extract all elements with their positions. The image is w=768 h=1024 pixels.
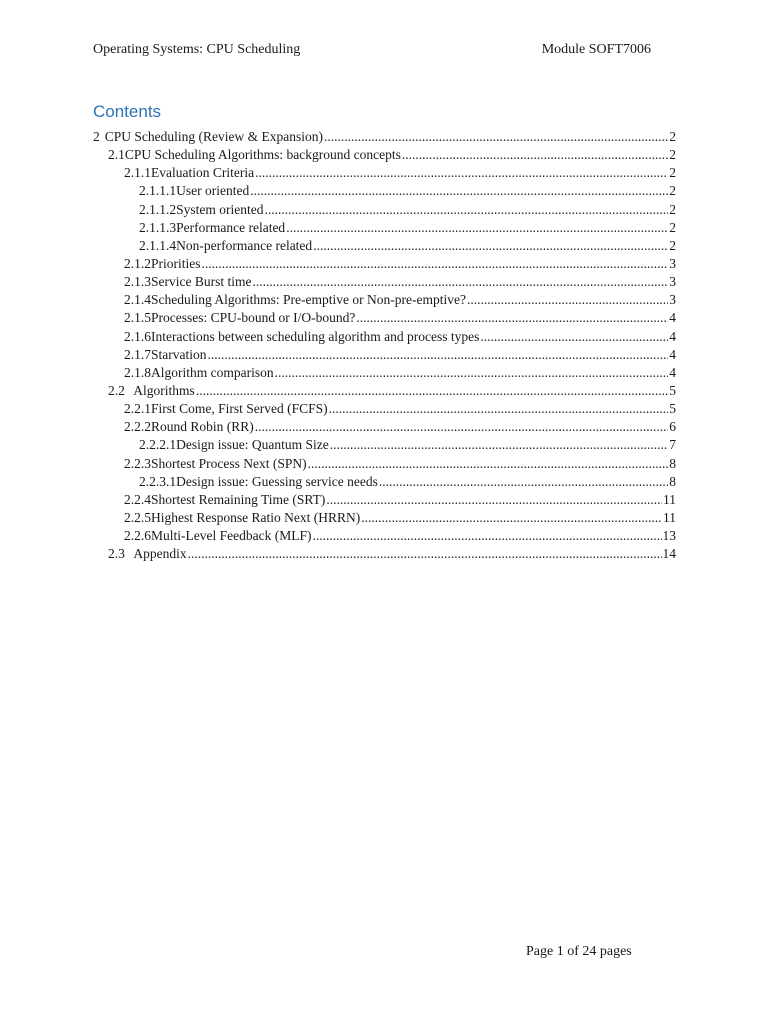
toc-entry-title: Processes: CPU-bound or I/O-bound? (151, 310, 356, 326)
toc-entry[interactable] (93, 182, 676, 200)
toc-entry-page: 6 (669, 419, 676, 435)
toc-entry[interactable] (93, 328, 676, 346)
toc-dot-leader (202, 255, 669, 273)
page-header (93, 42, 651, 62)
toc-entry-page: 2 (669, 219, 676, 235)
toc-entry-title: Algorithms (133, 382, 195, 398)
toc-entry-number: 2.1.5 (124, 310, 151, 326)
toc-entry[interactable] (93, 164, 676, 182)
toc-entry-page: 3 (669, 274, 676, 290)
toc-dot-leader (326, 491, 662, 509)
toc-entry-page: 2 (669, 165, 676, 181)
toc-entry-title: System oriented (176, 201, 264, 217)
toc-entry-title: Service Burst time (151, 274, 252, 290)
toc-entry-page: 2 (669, 147, 676, 163)
toc-entry-page: 2 (669, 237, 676, 253)
toc-dot-leader (308, 455, 669, 473)
toc-dot-leader (324, 128, 668, 146)
toc-entry-page: 11 (663, 491, 676, 507)
toc-entry-number: 2.2.4 (124, 491, 151, 507)
toc-dot-leader (265, 201, 669, 219)
toc-entry-page: 2 (669, 201, 676, 217)
toc-entry-number: 2.3 (108, 546, 125, 562)
toc-entry[interactable] (93, 128, 676, 146)
toc-entry-title: Multi-Level Feedback (MLF) (151, 528, 312, 544)
table-of-contents (93, 128, 676, 563)
toc-entry-number: 2.2 (108, 382, 125, 398)
toc-entry-number: 2.1.1 (124, 165, 151, 181)
page-footer: Page 1 of 24 pages (526, 944, 632, 959)
toc-entry-number: 2.1.7 (124, 346, 151, 362)
toc-entry-title: Shortest Process Next (SPN) (151, 455, 307, 471)
toc-dot-leader (255, 164, 668, 182)
toc-entry-title: Scheduling Algorithms: Pre-emptive or Non-pre-emptive? (151, 292, 466, 308)
toc-entry-number: 2.1.1.3 (139, 219, 177, 235)
toc-entry[interactable] (93, 491, 676, 509)
toc-entry-page: 14 (662, 546, 676, 562)
toc-dot-leader (361, 509, 662, 527)
toc-entry-title: First Come, First Served (FCFS) (151, 401, 328, 417)
toc-entry-number: 2.1.4 (124, 292, 151, 308)
toc-entry-number: 2.2.2 (124, 419, 151, 435)
toc-entry[interactable] (93, 418, 676, 436)
toc-entry-title: Appendix (133, 546, 187, 562)
toc-entry[interactable] (93, 219, 676, 237)
toc-entry-title: Evaluation Criteria (151, 165, 255, 181)
toc-dot-leader (467, 291, 668, 309)
toc-entry-number: 2.2.6 (124, 528, 151, 544)
toc-dot-leader (286, 219, 668, 237)
toc-entry-page: 7 (669, 437, 676, 453)
toc-dot-leader (313, 237, 668, 255)
toc-entry-title: Shortest Remaining Time (SRT) (151, 491, 326, 507)
toc-dot-leader (252, 273, 668, 291)
toc-entry-title: Algorithm comparison (151, 364, 274, 380)
toc-entry-title: Priorities (151, 255, 201, 271)
toc-entry-number: 2 (93, 129, 100, 144)
toc-heading: Contents (93, 102, 162, 121)
toc-entry-number: 2.1.1.4 (139, 237, 177, 253)
toc-entry-number: 2.2.2.1 (139, 437, 177, 453)
toc-entry[interactable] (93, 509, 676, 527)
toc-entry[interactable] (93, 146, 676, 164)
toc-entry[interactable] (93, 527, 676, 545)
toc-entry-page: 11 (663, 509, 676, 525)
toc-entry-page: 4 (669, 310, 676, 326)
toc-entry-page: 5 (669, 382, 676, 398)
toc-entry[interactable] (93, 237, 676, 255)
toc-entry-page: 4 (669, 346, 676, 362)
toc-entry[interactable] (93, 291, 676, 309)
toc-entry[interactable] (93, 364, 676, 382)
toc-entry-number: 2.1.6 (124, 328, 151, 344)
toc-dot-leader (329, 400, 669, 418)
toc-entry-title: CPU Scheduling (Review & Expansion) (104, 129, 323, 144)
toc-dot-leader (379, 473, 668, 491)
toc-entry[interactable] (93, 346, 676, 364)
toc-entry-page: 5 (669, 401, 676, 417)
toc-entry-page: 3 (669, 292, 676, 308)
toc-dot-leader (255, 418, 668, 436)
toc-entry-page: 2 (669, 183, 676, 199)
toc-entry-title: User oriented (176, 183, 250, 199)
toc-dot-leader (275, 364, 669, 382)
header-title: Operating Systems: CPU Scheduling (93, 42, 301, 57)
toc-dot-leader (312, 527, 661, 545)
toc-dot-leader (250, 182, 668, 200)
toc-dot-leader (402, 146, 668, 164)
toc-dot-leader (480, 328, 668, 346)
toc-entry-number: 2.1.1.2 (139, 201, 177, 217)
toc-entry[interactable] (93, 382, 676, 400)
toc-entry[interactable] (93, 455, 676, 473)
toc-entry-title: CPU Scheduling Algorithms: background concepts (124, 147, 401, 163)
toc-entry-number: 2.1.3 (124, 274, 151, 290)
toc-entry-page: 8 (669, 455, 676, 471)
toc-dot-leader (196, 382, 668, 400)
toc-entry-page: 8 (669, 473, 676, 489)
toc-entry-title: Round Robin (RR) (151, 419, 254, 435)
toc-entry-number: 2.2.5 (124, 509, 151, 525)
toc-entry-title: Design issue: Quantum Size (176, 437, 329, 453)
toc-entry-title: Interactions between scheduling algorithm and process types (151, 328, 480, 344)
toc-entry-number: 2.2.1 (124, 401, 151, 417)
toc-entry-title: Non-performance related (176, 237, 313, 253)
toc-entry-page: 13 (662, 528, 676, 544)
toc-entry-page: 3 (669, 255, 676, 271)
toc-entry-title: Starvation (151, 346, 207, 362)
toc-dot-leader (356, 309, 668, 327)
toc-entry-title: Highest Response Ratio Next (HRRN) (151, 509, 361, 525)
toc-entry[interactable] (93, 473, 676, 491)
toc-entry-number: 2.2.3 (124, 455, 151, 471)
toc-entry[interactable] (93, 273, 676, 291)
toc-dot-leader (188, 545, 662, 563)
toc-entry-number: 2.2.3.1 (139, 473, 177, 489)
toc-entry[interactable] (93, 309, 676, 327)
toc-entry[interactable] (93, 545, 676, 563)
header-module-code: Module SOFT7006 (541, 42, 651, 57)
toc-dot-leader (330, 436, 669, 454)
toc-entry-page: 4 (669, 364, 676, 380)
toc-entry-number: 2.1 (108, 147, 125, 163)
toc-entry[interactable] (93, 255, 676, 273)
toc-entry-title: Design issue: Guessing service needs (176, 473, 378, 489)
toc-entry-number: 2.1.2 (124, 255, 151, 271)
toc-entry-number: 2.1.8 (124, 364, 151, 380)
toc-entry[interactable] (93, 436, 676, 454)
toc-entry-number: 2.1.1.1 (139, 183, 177, 199)
toc-entry-title: Performance related (176, 219, 286, 235)
toc-dot-leader (208, 346, 669, 364)
toc-entry-page: 2 (669, 129, 676, 144)
toc-entry[interactable] (93, 201, 676, 219)
toc-entry[interactable] (93, 400, 676, 418)
toc-entry-page: 4 (669, 328, 676, 344)
